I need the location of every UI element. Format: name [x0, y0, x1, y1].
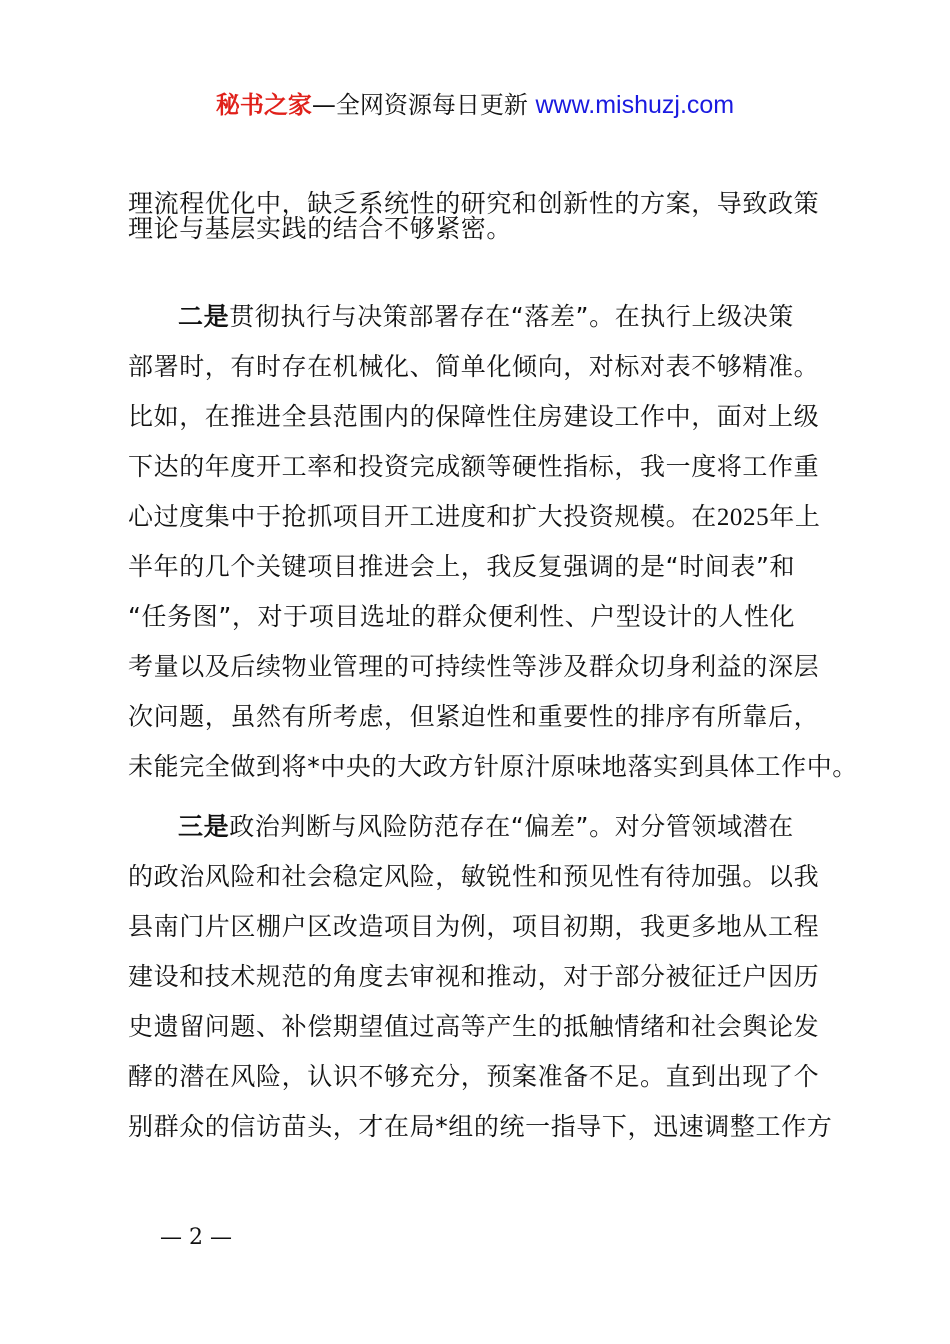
- paragraph-line: 酵的潜在风险，认识不够充分，预案准备不足。直到出现了个: [128, 1062, 820, 1091]
- site-url-link[interactable]: www.mishuzj.com: [535, 91, 735, 119]
- paragraph-line: 史遗留问题、补偿期望值过高等产生的抵触情绪和社会舆论发: [128, 1012, 820, 1041]
- paragraph-line: 次问题，虽然有所考虑，但紧迫性和重要性的排序有所靠后，: [128, 702, 820, 731]
- paragraph-line: [178, 300, 838, 334]
- paragraph-line: 部署时，有时存在机械化、简单化倾向，对标对表不够精准。: [128, 352, 820, 381]
- paragraph-text: 贯彻执行与决策部署存在“落差”。在执行上级决策: [229, 302, 794, 331]
- year-number: 2025: [716, 504, 770, 531]
- paragraph-line: [128, 500, 838, 535]
- brand-name: 秘书之家: [215, 91, 312, 119]
- paragraph-line: 的政治风险和社会稳定风险，敏锐性和预见性有待加强。以我: [128, 862, 820, 891]
- paragraph-line: 考量以及后续物业管理的可持续性等涉及群众切身利益的深层: [128, 652, 820, 681]
- site-header: [0, 88, 950, 122]
- paragraph-line: [178, 810, 838, 844]
- paragraph-line: 半年的几个关键项目推进会上，我反复强调的是“时间表”和: [128, 552, 796, 581]
- page-number: — 2 —: [160, 1225, 232, 1250]
- header-tagline: —全网资源每日更新: [311, 91, 536, 119]
- paragraph-text: 年上: [769, 502, 821, 531]
- paragraph-lead: 二是: [178, 302, 230, 331]
- paragraph-line: 理论与基层实践的结合不够紧密。: [128, 214, 513, 243]
- paragraph-line: 别群众的信访苗头，才在局*组的统一指导下，迅速调整工作方: [128, 1112, 833, 1141]
- paragraph-line: 下达的年度开工率和投资完成额等硬性指标，我一度将工作重: [128, 452, 820, 481]
- paragraph-lead: 三是: [178, 812, 230, 841]
- paragraph-line: 建设和技术规范的角度去审视和推动，对于部分被征迁户因历: [128, 962, 820, 991]
- paragraph-line: 县南门片区棚户区改造项目为例，项目初期，我更多地从工程: [128, 912, 820, 941]
- paragraph-text: 心过度集中于抢抓项目开工进度和扩大投资规模。在: [128, 502, 717, 531]
- paragraph-line: 未能完全做到将*中央的大政方针原汁原味地落实到具体工作中。: [128, 752, 858, 781]
- paragraph-line: 理流程优化中，缺乏系统性的研究和创新性的方案，导致政策: [128, 189, 820, 218]
- paragraph-line: “任务图”，对于项目选址的群众便利性、户型设计的人性化: [128, 602, 796, 631]
- paragraph-line: 比如，在推进全县范围内的保障性住房建设工作中，面对上级: [128, 402, 820, 431]
- paragraph-text: 政治判断与风险防范存在“偏差”。对分管领域潜在: [229, 812, 794, 841]
